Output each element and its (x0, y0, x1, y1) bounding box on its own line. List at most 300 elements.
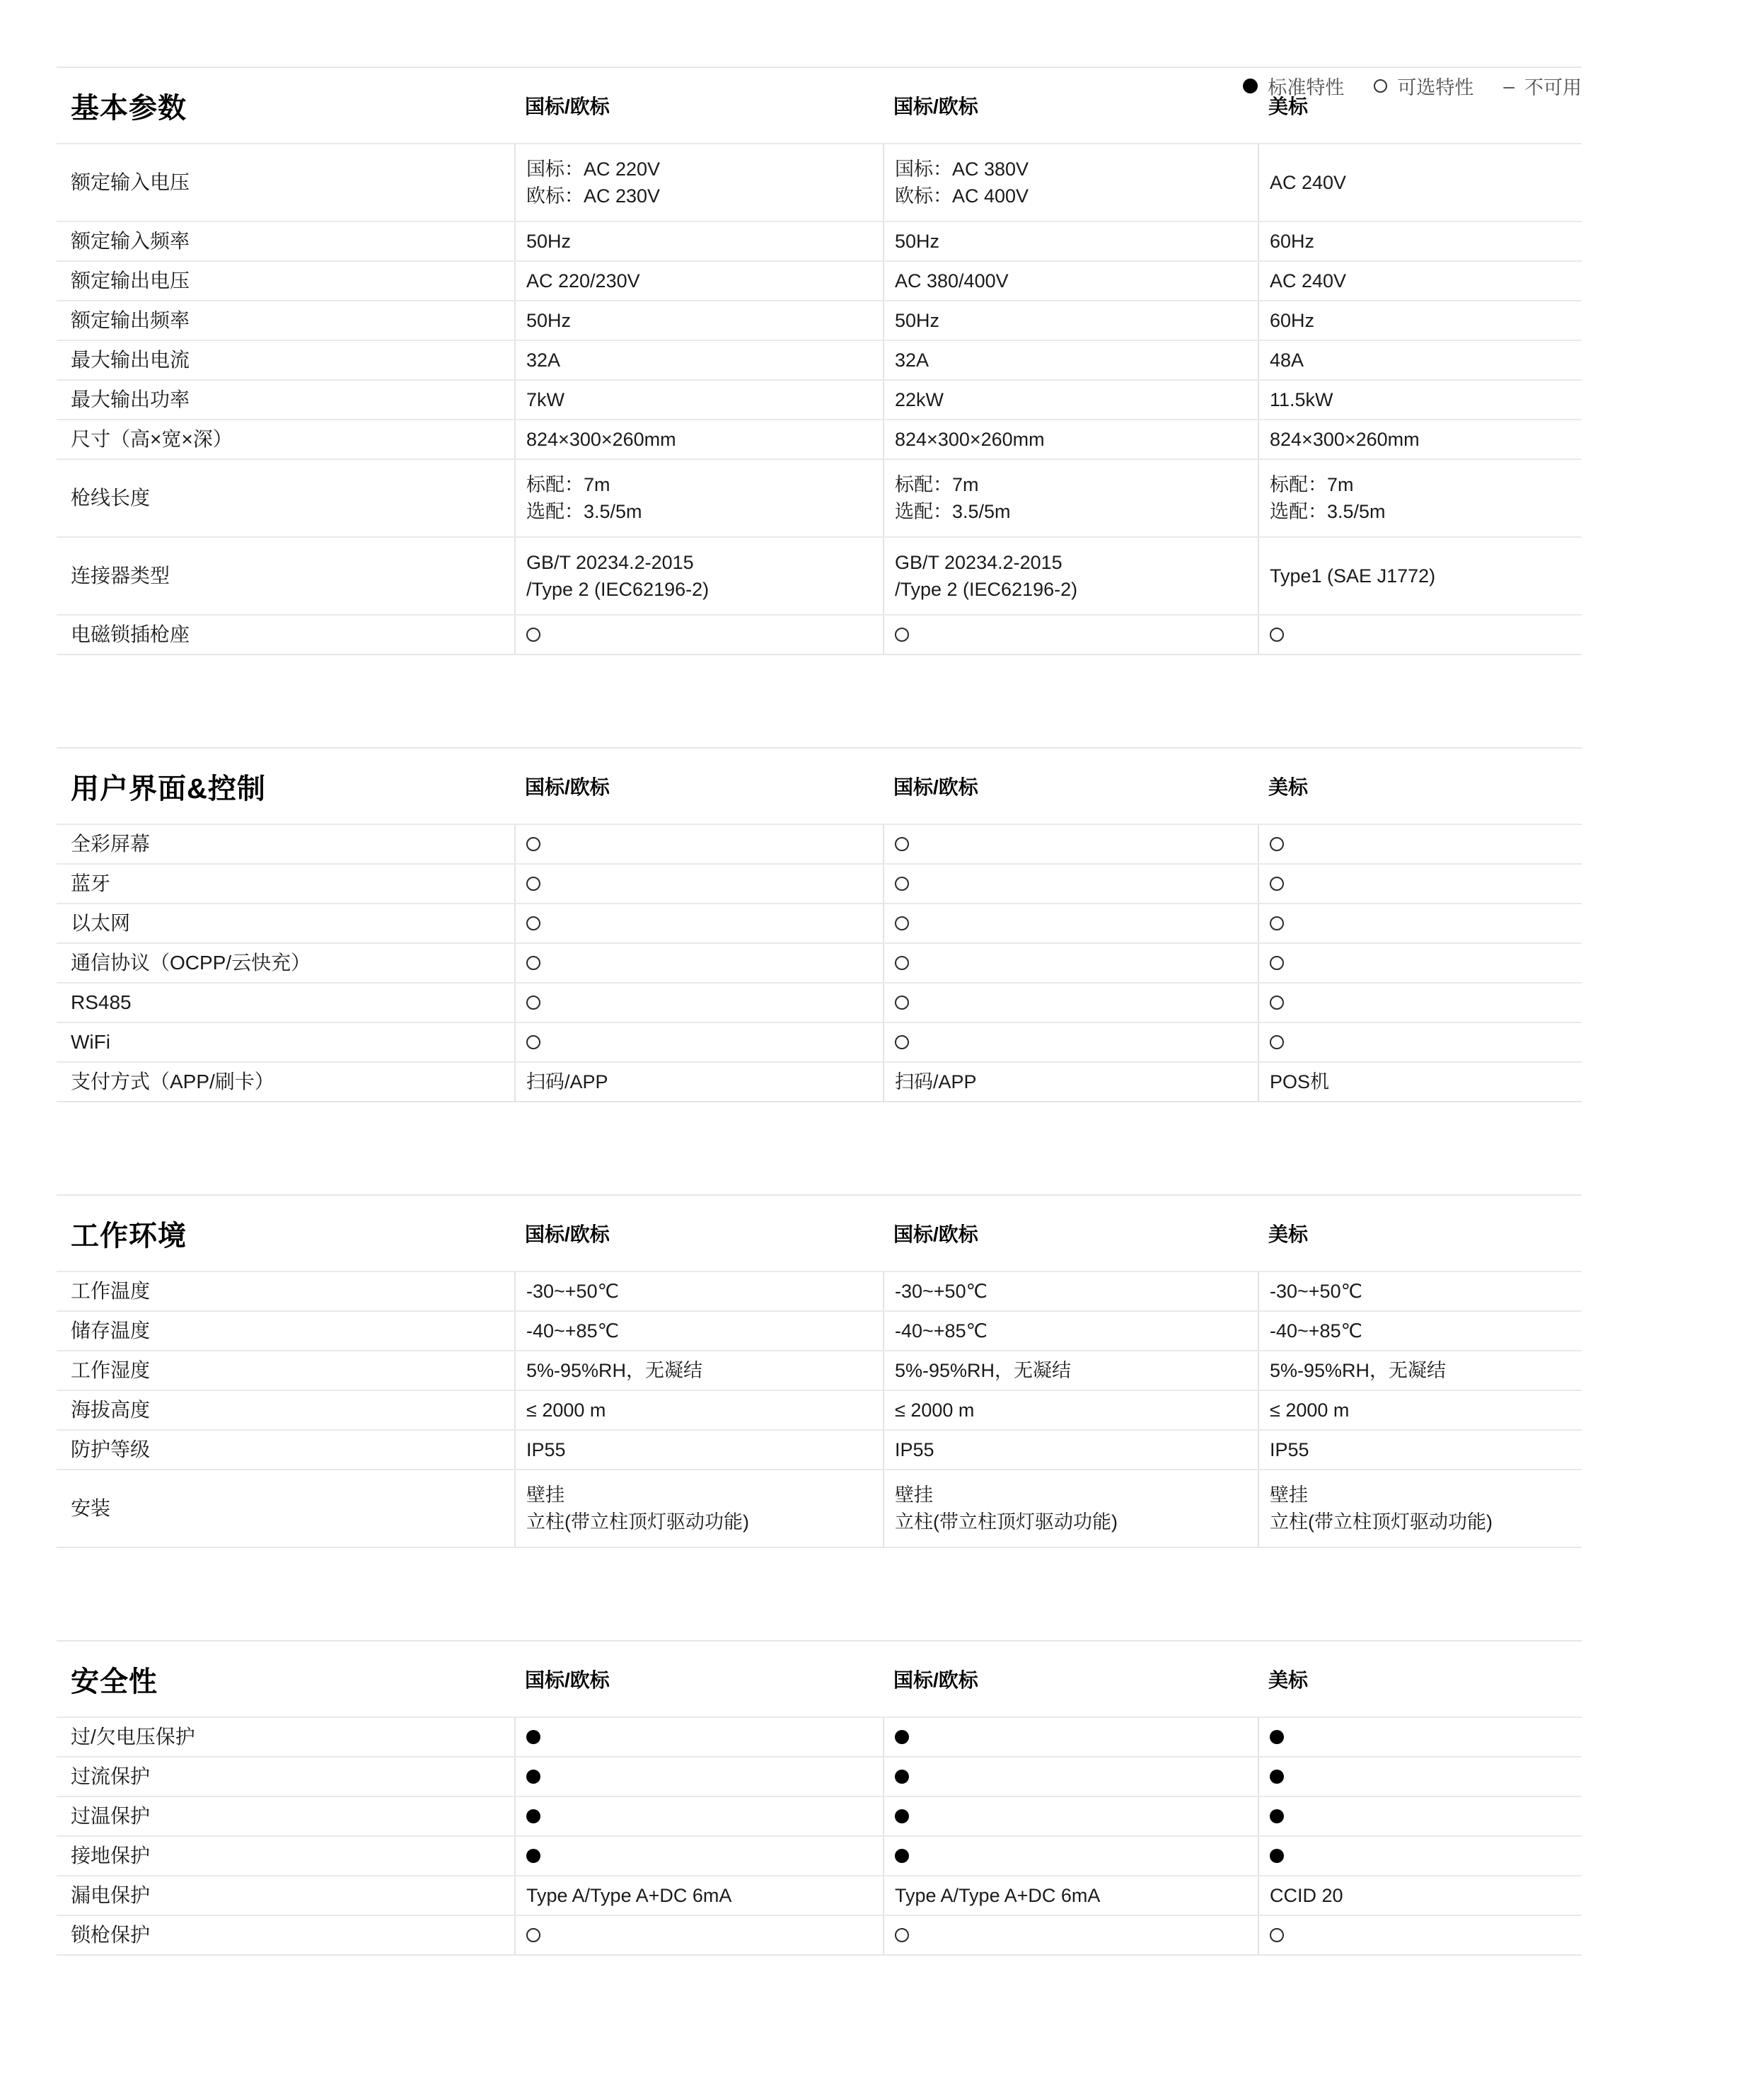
value-cell (1258, 222, 1582, 260)
row-label-text: 接地保护 (71, 1845, 151, 1867)
value-text: 5%-95%RH，无凝结 (526, 1360, 703, 1381)
value-text: 5%-95%RH，无凝结 (1270, 1360, 1447, 1381)
value-text: 立柱(带立柱顶灯驱动功能) (526, 1511, 749, 1533)
table-row (57, 458, 1582, 536)
table-row (57, 982, 1582, 1022)
row-label (57, 825, 514, 863)
standard-feature-circle-icon (895, 1730, 909, 1744)
value-text: 壁挂 (895, 1484, 933, 1506)
standard-feature-circle-icon (1270, 1849, 1284, 1863)
value-text: IP55 (1270, 1439, 1309, 1460)
row-label-text: 过/欠电压保护 (71, 1726, 195, 1748)
row-label-text: 工作湿度 (71, 1359, 151, 1381)
row-label (57, 1470, 514, 1547)
value-cell (883, 144, 1258, 221)
optional-feature-circle-icon (895, 628, 909, 642)
value-cell (1258, 1470, 1582, 1547)
row-label (57, 1718, 514, 1756)
optional-feature-circle-icon (526, 1035, 540, 1049)
column-header: 美标 (1268, 96, 1309, 117)
section-rows (57, 824, 1582, 1102)
value-cell (883, 865, 1258, 903)
standard-feature-circle-icon (1270, 1809, 1284, 1823)
value-cell (514, 904, 883, 942)
value-cell (1258, 1718, 1582, 1756)
value-cell (883, 1063, 1258, 1101)
table-row (57, 1429, 1582, 1469)
row-label-text: 尺寸（高×宽×深） (71, 428, 233, 450)
column-header: 国标/欧标 (525, 776, 610, 798)
value-cell (514, 983, 883, 1022)
value-cell (514, 1063, 883, 1101)
value-cell (883, 1876, 1258, 1915)
value-cell (1258, 1272, 1582, 1310)
value-cell (1258, 301, 1582, 340)
value-text: Type A/Type A+DC 6mA (526, 1885, 732, 1906)
optional-feature-circle-icon (1270, 996, 1284, 1010)
optional-feature-circle-icon (526, 1928, 540, 1942)
row-label (57, 1758, 514, 1796)
row-label-text: 安装 (71, 1497, 111, 1519)
section-rows (57, 1717, 1582, 1956)
value-cell (1258, 381, 1582, 419)
legend-item-standard (1243, 72, 1344, 100)
table-row (57, 1469, 1582, 1547)
value-cell (1258, 904, 1582, 942)
value-cell (883, 262, 1258, 300)
row-label-text: 工作温度 (71, 1280, 151, 1302)
value-cell (1258, 144, 1582, 221)
value-text: 60Hz (1270, 231, 1315, 252)
value-cell (1258, 262, 1582, 300)
row-label-text: WiFi (71, 1031, 110, 1053)
optional-feature-circle-icon (1270, 916, 1284, 930)
table-row (57, 260, 1582, 300)
value-cell (1258, 1023, 1582, 1061)
row-label (57, 1312, 514, 1350)
standard-feature-circle-icon (1270, 1770, 1284, 1784)
row-label-text: 最大输出电流 (71, 349, 190, 371)
value-text: /Type 2 (IEC62196-2) (526, 579, 709, 600)
value-cell (514, 1758, 883, 1796)
optional-feature-circle-icon (526, 877, 540, 891)
row-label (57, 420, 514, 458)
value-cell (1258, 944, 1582, 982)
column-header: 国标/欧标 (893, 776, 978, 798)
value-cell (883, 460, 1258, 536)
value-text: -30~+50℃ (895, 1281, 987, 1302)
optional-feature-circle-icon (895, 877, 909, 891)
value-cell (1258, 1876, 1582, 1915)
value-text: 48A (1270, 350, 1304, 371)
value-cell (883, 420, 1258, 458)
row-label (57, 1431, 514, 1469)
table-row (57, 1796, 1582, 1835)
value-text: 标配：7m (526, 474, 610, 495)
value-text: POS机 (1270, 1071, 1330, 1092)
table-row (57, 942, 1582, 982)
value-cell (883, 1023, 1258, 1061)
value-cell (883, 381, 1258, 419)
value-text: 标配：7m (1270, 474, 1354, 495)
table-row (57, 1271, 1582, 1310)
legend-label-standard: 标准特性 (1268, 77, 1345, 98)
row-label (57, 1797, 514, 1835)
row-label-text: 连接器类型 (71, 565, 170, 587)
row-label-text: 电磁锁插枪座 (71, 623, 190, 645)
value-cell (1258, 1063, 1582, 1101)
value-cell (883, 1797, 1258, 1835)
value-cell (1258, 1351, 1582, 1390)
value-cell (1258, 538, 1582, 614)
value-cell (883, 1718, 1258, 1756)
value-cell (514, 1876, 883, 1915)
value-text: AC 220/230V (526, 270, 640, 292)
row-label (57, 1916, 514, 1954)
value-cell (514, 1431, 883, 1469)
value-cell (883, 616, 1258, 654)
value-text: ≤ 2000 m (895, 1400, 975, 1421)
value-cell (883, 1272, 1258, 1310)
value-cell (1258, 1758, 1582, 1796)
standard-feature-circle-icon (526, 1770, 540, 1784)
row-label (57, 983, 514, 1022)
value-cell (514, 944, 883, 982)
row-label-text: 额定输入电压 (71, 171, 190, 193)
optional-feature-circle-icon (895, 956, 909, 970)
table-row (57, 1835, 1582, 1875)
standard-feature-circle-icon (1243, 79, 1258, 93)
value-cell (883, 301, 1258, 340)
table-row (57, 1022, 1582, 1061)
value-cell (514, 1023, 883, 1061)
spec-sheet (57, 67, 1582, 1956)
value-cell (883, 1312, 1258, 1350)
row-label (57, 1876, 514, 1915)
optional-feature-circle-icon (895, 837, 909, 851)
value-cell (514, 262, 883, 300)
table-row (57, 1717, 1582, 1756)
value-text: Type1 (SAE J1772) (1270, 565, 1436, 587)
section-header (57, 747, 1582, 824)
value-cell (883, 341, 1258, 379)
value-cell (514, 1272, 883, 1310)
optional-feature-circle-icon (895, 1035, 909, 1049)
value-text: GB/T 20234.2-2015 (526, 552, 694, 573)
optional-feature-circle-icon (1270, 628, 1284, 642)
value-text: 50Hz (526, 310, 572, 331)
row-label (57, 460, 514, 536)
value-text: AC 380/400V (895, 270, 1009, 292)
value-text: 国标：AC 220V (526, 158, 661, 180)
column-header: 国标/欧标 (525, 1223, 610, 1245)
unavailable-dash-icon: – (1503, 75, 1514, 97)
table-row (57, 1756, 1582, 1796)
row-label-text: 海拔高度 (71, 1399, 151, 1421)
table-row (57, 1390, 1582, 1429)
table-row (57, 379, 1582, 419)
spec-section-1 (57, 747, 1582, 1102)
row-label (57, 1272, 514, 1310)
section-rows (57, 143, 1582, 655)
value-cell (883, 1916, 1258, 1954)
table-row (57, 824, 1582, 863)
value-text: -30~+50℃ (1270, 1281, 1362, 1302)
value-text: 立柱(带立柱顶灯驱动功能) (1270, 1511, 1493, 1533)
legend-label-unavailable: 不可用 (1524, 77, 1582, 98)
value-text: 选配：3.5/5m (1270, 501, 1386, 522)
value-cell (514, 1470, 883, 1547)
row-label (57, 944, 514, 982)
row-label-text: 以太网 (71, 912, 131, 934)
table-row (57, 903, 1582, 942)
table-row (57, 1915, 1582, 1954)
table-row (57, 1350, 1582, 1390)
value-cell (1258, 1797, 1582, 1835)
value-text: 824×300×260mm (1270, 429, 1420, 450)
optional-feature-circle-icon (1270, 1928, 1284, 1942)
row-label (57, 144, 514, 221)
row-label (57, 616, 514, 654)
table-row (57, 536, 1582, 614)
value-cell (514, 222, 883, 260)
optional-feature-circle-icon (895, 1928, 909, 1942)
standard-feature-circle-icon (1270, 1730, 1284, 1744)
value-text: 壁挂 (526, 1484, 564, 1506)
value-cell (514, 341, 883, 379)
value-text: IP55 (895, 1439, 934, 1460)
row-label (57, 1837, 514, 1875)
section-title: 安全性 (71, 1666, 158, 1697)
row-label-text: 漏电保护 (71, 1884, 151, 1906)
value-cell (1258, 1312, 1582, 1350)
section-title: 工作环境 (71, 1220, 187, 1252)
row-label (57, 1063, 514, 1101)
row-label-text: 过流保护 (71, 1765, 151, 1787)
value-cell (514, 460, 883, 536)
optional-feature-circle-icon (1270, 877, 1284, 891)
legend-item-unavailable (1503, 72, 1582, 100)
standard-feature-circle-icon (526, 1809, 540, 1823)
value-text: 50Hz (526, 231, 572, 252)
optional-feature-circle-icon (526, 956, 540, 970)
value-cell (514, 825, 883, 863)
value-cell (883, 983, 1258, 1022)
table-row (57, 1061, 1582, 1101)
value-cell (514, 616, 883, 654)
row-label-text: 最大输出功率 (71, 388, 190, 410)
column-header: 国标/欧标 (525, 1669, 610, 1691)
value-cell (883, 944, 1258, 982)
value-cell (1258, 1837, 1582, 1875)
optional-feature-circle-icon (1374, 79, 1387, 93)
row-label-text: 额定输入频率 (71, 230, 190, 252)
value-text: GB/T 20234.2-2015 (895, 552, 1062, 573)
row-label-text: 额定输出电压 (71, 270, 190, 292)
legend-item-optional (1374, 72, 1473, 100)
standard-feature-circle-icon (895, 1809, 909, 1823)
value-text: -40~+85℃ (526, 1320, 619, 1342)
value-cell (1258, 1916, 1582, 1954)
value-cell (514, 1916, 883, 1954)
value-cell (514, 538, 883, 614)
value-cell (514, 865, 883, 903)
value-cell (883, 222, 1258, 260)
value-text: 32A (895, 350, 929, 371)
row-label (57, 262, 514, 300)
row-label-text: 锁枪保护 (71, 1924, 151, 1946)
optional-feature-circle-icon (895, 916, 909, 930)
standard-feature-circle-icon (526, 1730, 540, 1744)
value-cell (1258, 341, 1582, 379)
row-label (57, 1351, 514, 1390)
standard-feature-circle-icon (895, 1770, 909, 1784)
table-row (57, 221, 1582, 260)
value-text: 5%-95%RH，无凝结 (895, 1360, 1072, 1381)
value-cell (1258, 825, 1582, 863)
row-label (57, 222, 514, 260)
value-text: ≤ 2000 m (1270, 1400, 1350, 1421)
table-row (57, 1310, 1582, 1350)
value-cell (1258, 865, 1582, 903)
value-text: 22kW (895, 389, 944, 410)
optional-feature-circle-icon (1270, 837, 1284, 851)
value-cell (1258, 1431, 1582, 1469)
value-cell (514, 381, 883, 419)
value-text: 扫码/APP (895, 1071, 977, 1092)
row-label-text: RS485 (71, 991, 132, 1013)
section-header (57, 1640, 1582, 1717)
value-cell (883, 825, 1258, 863)
value-cell (514, 1837, 883, 1875)
row-label-text: 全彩屏幕 (71, 833, 151, 855)
value-cell (514, 420, 883, 458)
column-header: 国标/欧标 (893, 1669, 978, 1691)
row-label (57, 865, 514, 903)
value-cell (883, 1351, 1258, 1390)
value-cell (883, 1470, 1258, 1547)
legend-label-optional: 可选特性 (1397, 77, 1474, 98)
value-text: CCID 20 (1270, 1885, 1343, 1906)
row-label-text: 储存温度 (71, 1320, 151, 1342)
optional-feature-circle-icon (526, 996, 540, 1010)
standard-feature-circle-icon (895, 1849, 909, 1863)
standard-feature-circle-icon (526, 1849, 540, 1863)
row-label-text: 防护等级 (71, 1438, 151, 1460)
row-label (57, 538, 514, 614)
table-row (57, 614, 1582, 654)
row-label (57, 381, 514, 419)
value-cell (514, 1718, 883, 1756)
row-label-text: 支付方式（APP/刷卡） (71, 1071, 274, 1092)
value-text: 824×300×260mm (895, 429, 1045, 450)
value-cell (514, 1312, 883, 1350)
row-label (57, 301, 514, 340)
value-cell (1258, 983, 1582, 1022)
value-cell (883, 1391, 1258, 1429)
value-cell (1258, 1391, 1582, 1429)
value-text: 824×300×260mm (526, 429, 676, 450)
column-header: 国标/欧标 (525, 96, 610, 117)
section-title: 基本参数 (71, 92, 187, 124)
table-row (57, 300, 1582, 340)
value-text: ≤ 2000 m (526, 1400, 606, 1421)
value-text: /Type 2 (IEC62196-2) (895, 579, 1078, 600)
spec-section-2 (57, 1194, 1582, 1548)
value-text: 立柱(带立柱顶灯驱动功能) (895, 1511, 1118, 1533)
value-text: AC 240V (1270, 270, 1347, 292)
value-cell (883, 538, 1258, 614)
value-text: 32A (526, 350, 561, 371)
table-row (57, 863, 1582, 903)
value-text: -40~+85℃ (1270, 1320, 1362, 1342)
optional-feature-circle-icon (1270, 956, 1284, 970)
spec-section-3 (57, 1640, 1582, 1956)
value-text: 扫码/APP (526, 1071, 608, 1092)
column-header: 美标 (1268, 1223, 1309, 1245)
value-cell (883, 1837, 1258, 1875)
table-row (57, 143, 1582, 221)
value-cell (514, 1797, 883, 1835)
value-text: -30~+50℃ (526, 1281, 619, 1302)
value-cell (514, 1351, 883, 1390)
row-label-text: 过温保护 (71, 1805, 151, 1827)
feature-legend (1243, 72, 1582, 100)
value-text: IP55 (526, 1439, 566, 1460)
row-label-text: 通信协议（OCPP/云快充） (71, 952, 311, 974)
value-text: 选配：3.5/5m (526, 501, 642, 522)
value-text: 欧标：AC 230V (526, 185, 661, 207)
table-row (57, 1875, 1582, 1915)
value-cell (514, 1391, 883, 1429)
value-text: 7kW (526, 389, 564, 410)
table-row (57, 340, 1582, 379)
value-text: 标配：7m (895, 474, 979, 495)
optional-feature-circle-icon (526, 628, 540, 642)
column-header: 美标 (1268, 1669, 1309, 1691)
value-text: 欧标：AC 400V (895, 185, 1029, 207)
value-cell (514, 301, 883, 340)
value-text: 11.5kW (1270, 389, 1333, 410)
section-header (57, 1194, 1582, 1271)
row-label (57, 1023, 514, 1061)
value-text: AC 240V (1270, 172, 1347, 193)
value-cell (883, 1431, 1258, 1469)
value-text: 选配：3.5/5m (895, 501, 1011, 522)
value-cell (514, 144, 883, 221)
value-text: Type A/Type A+DC 6mA (895, 1885, 1101, 1906)
value-text: 国标：AC 380V (895, 158, 1029, 180)
value-text: 60Hz (1270, 310, 1315, 331)
optional-feature-circle-icon (526, 916, 540, 930)
column-header: 国标/欧标 (893, 1223, 978, 1245)
table-row (57, 419, 1582, 458)
row-label-text: 枪线长度 (71, 487, 151, 509)
row-label (57, 1391, 514, 1429)
value-cell (883, 904, 1258, 942)
value-text: 50Hz (895, 310, 940, 331)
section-title: 用户界面&控制 (71, 773, 266, 804)
value-text: 50Hz (895, 231, 940, 252)
row-label (57, 904, 514, 942)
value-cell (883, 1758, 1258, 1796)
section-rows (57, 1271, 1582, 1548)
row-label-text: 蓝牙 (71, 872, 111, 894)
value-cell (1258, 420, 1582, 458)
row-label-text: 额定输出频率 (71, 309, 190, 331)
optional-feature-circle-icon (895, 996, 909, 1010)
optional-feature-circle-icon (1270, 1035, 1284, 1049)
